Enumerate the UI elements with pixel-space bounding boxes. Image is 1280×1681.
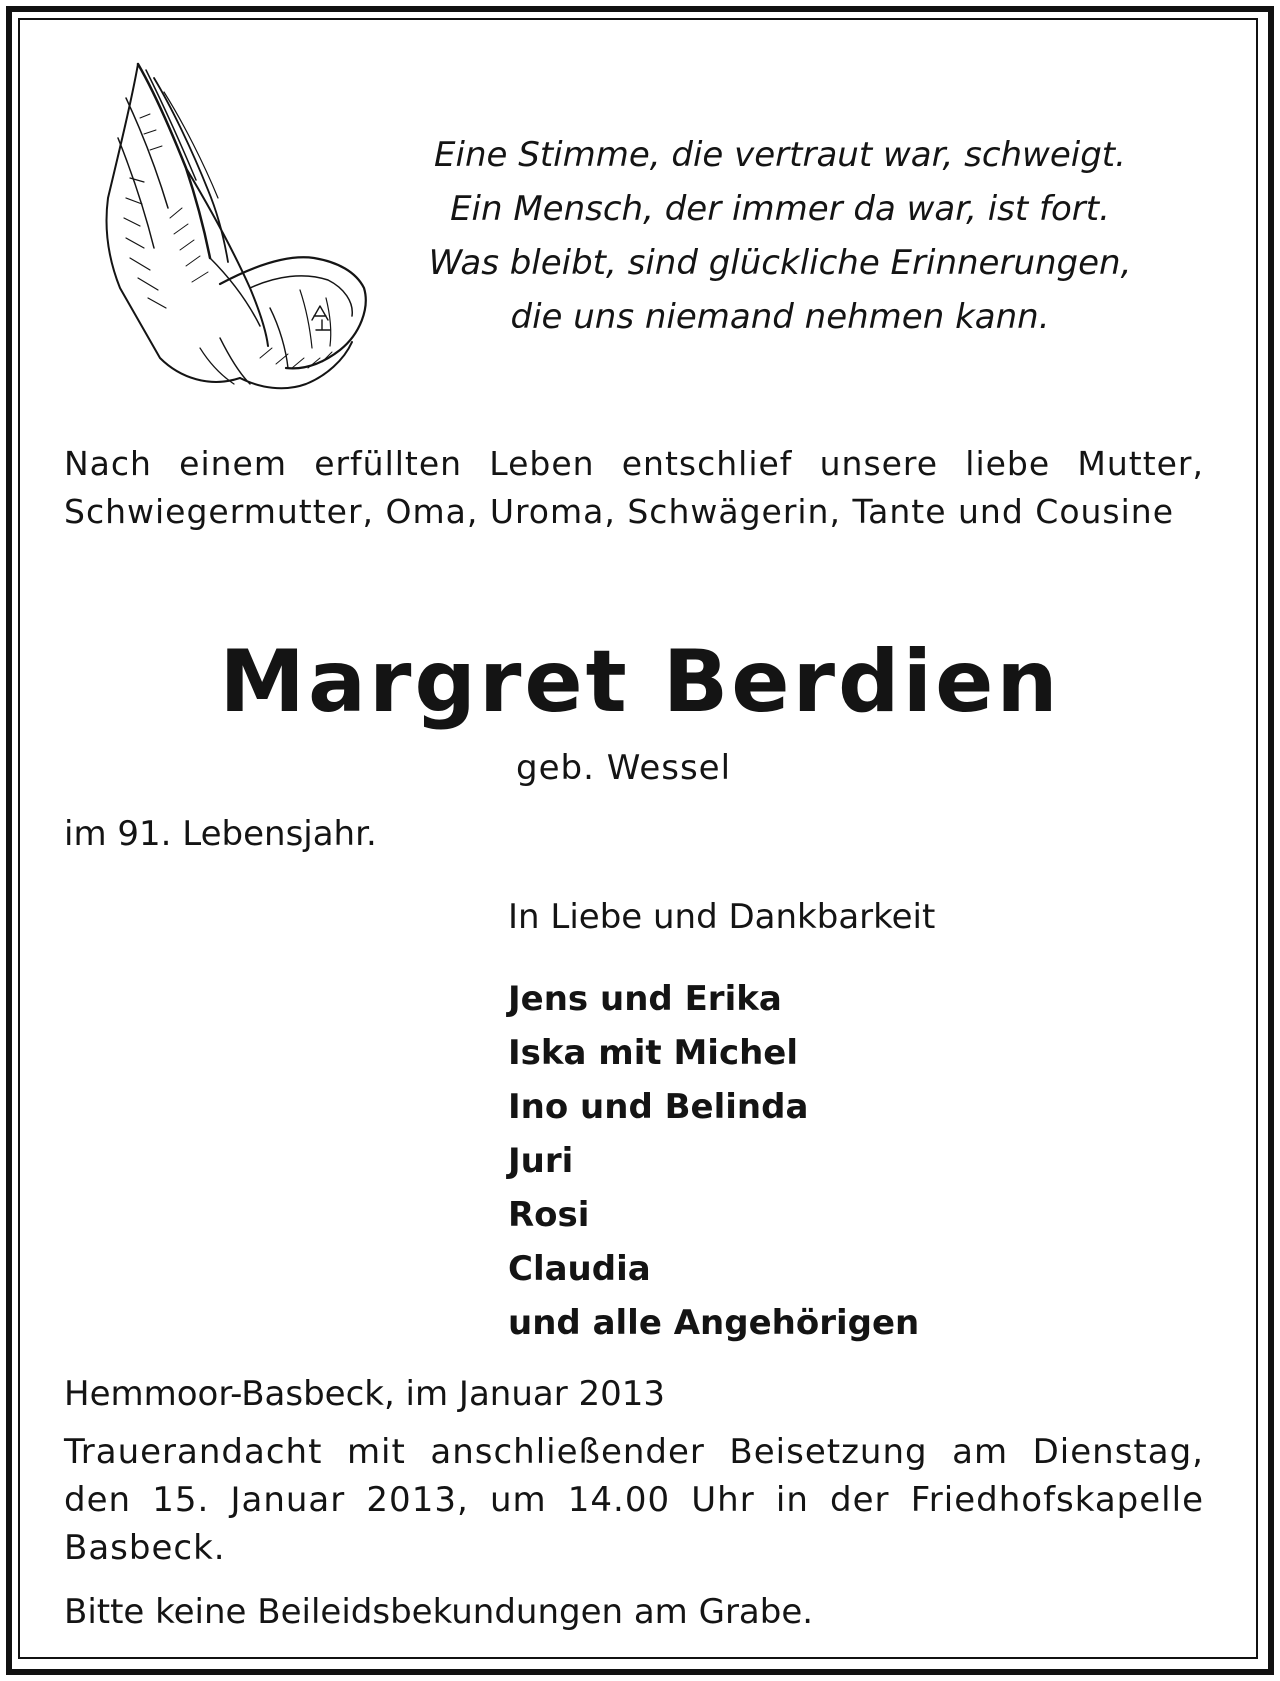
praying-hands-icon bbox=[100, 58, 370, 402]
funeral-info: Trauerandacht mit anschließender Beisetzung am Dienstag, den 15. Januar 2013, um 14.00 Uhr in der Friedhofskapelle Basbeck. bbox=[64, 1432, 1204, 1568]
mourner: Jens und Erika bbox=[508, 979, 782, 1019]
intro-text: Nach einem erfüllten Leben entschlief unsere liebe Mutter, Schwiegermutter, Oma, Uroma, Schwägerin, Tante und Cousine bbox=[64, 444, 1204, 531]
mourner: Juri bbox=[508, 1141, 574, 1181]
maiden-name: geb. Wessel bbox=[516, 748, 732, 788]
thanks-text: In Liebe und Dankbarkeit bbox=[508, 897, 936, 937]
age-text: im 91. Lebensjahr. bbox=[64, 814, 377, 854]
poem-line: Ein Mensch, der immer da war, ist fort. bbox=[450, 189, 1110, 229]
mourner: Ino und Belinda bbox=[508, 1087, 809, 1127]
mourner: Claudia bbox=[508, 1249, 651, 1289]
mourner: und alle Angehörigen bbox=[508, 1303, 920, 1343]
poem bbox=[390, 128, 1170, 344]
mourners-list bbox=[508, 972, 919, 1350]
no-condolences-note: Bitte keine Beileidsbekundungen am Grabe. bbox=[64, 1592, 814, 1632]
poem-line: Eine Stimme, die vertraut war, schweigt. bbox=[434, 135, 1126, 175]
poem-line: die uns niemand nehmen kann. bbox=[510, 297, 1050, 337]
mourner: Rosi bbox=[508, 1195, 590, 1235]
mourner: Iska mit Michel bbox=[508, 1033, 799, 1073]
deceased-name: Margret Berdien bbox=[219, 632, 1061, 732]
place-date: Hemmoor-Basbeck, im Januar 2013 bbox=[64, 1374, 666, 1414]
poem-line: Was bleibt, sind glückliche Erinnerungen, bbox=[428, 243, 1132, 283]
